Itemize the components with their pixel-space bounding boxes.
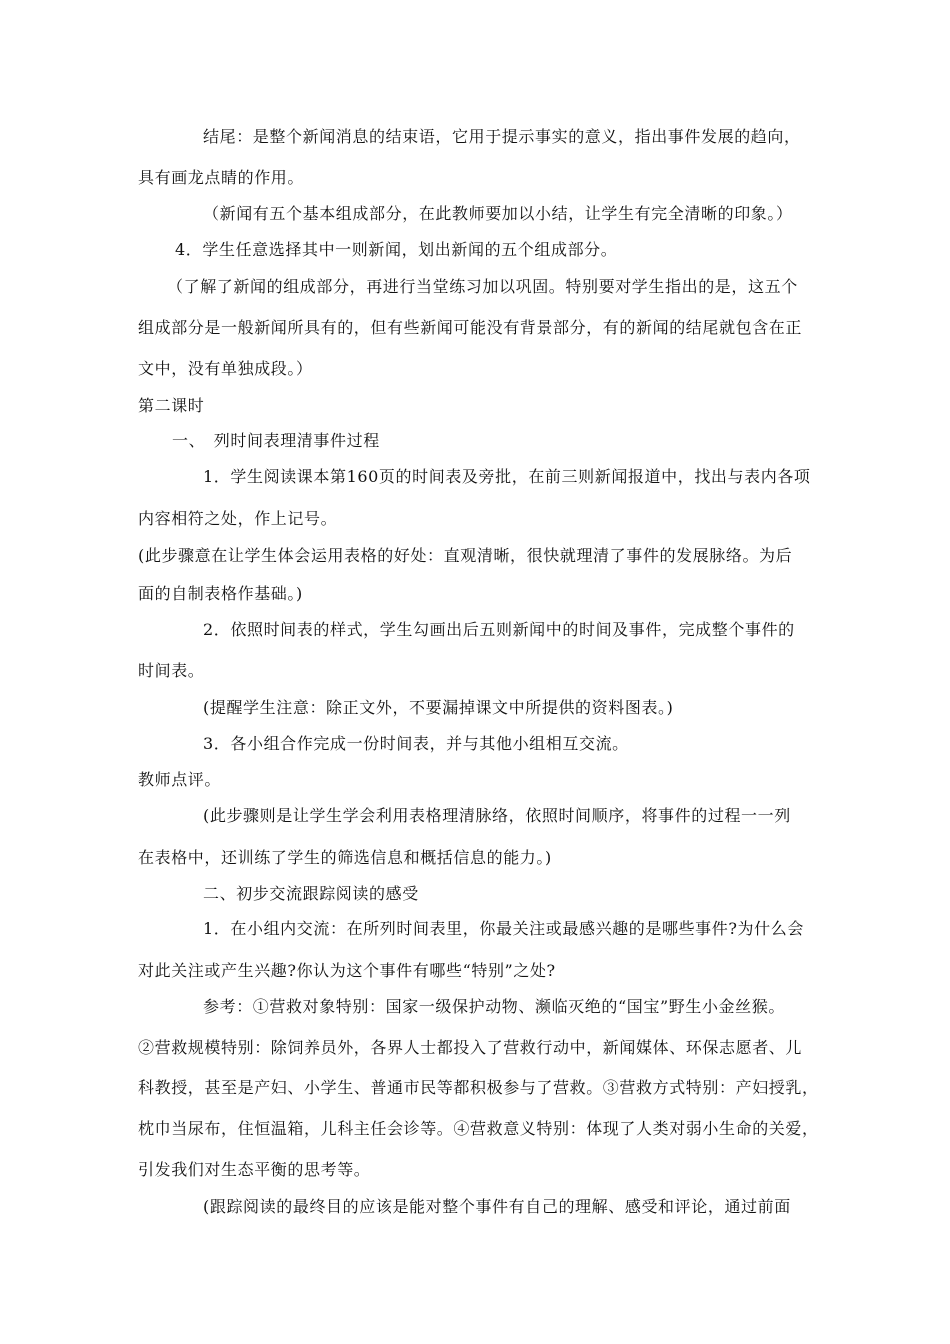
text-line: (提醒学生注意：除正文外，不要漏掉课文中所提供的资料图表。): [203, 698, 674, 717]
text-line: 1．学生阅读课本第160页的时间表及旁批，在前三则新闻报道中，找出与表内各项: [203, 467, 811, 486]
text-line: (跟踪阅读的最终目的应该是能对整个事件有自己的理解、感受和评论，通过前面: [203, 1197, 791, 1216]
text-line: 1．在小组内交流：在所列时间表里，你最关注或最感兴趣的是哪些事件?为什么会: [203, 919, 804, 938]
section-heading: 二、初步交流跟踪阅读的感受: [203, 884, 419, 903]
text-line: 对此关注或产生兴趣?你认为这个事件有哪些“特别”之处?: [138, 961, 556, 980]
text-line: 3．各小组合作完成一份时间表，并与其他小组相互交流。: [203, 734, 629, 753]
text-line: （新闻有五个基本组成部分，在此教师要加以小结，让学生有完全清晰的印象。）: [203, 204, 793, 223]
text-line: 引发我们对生态平衡的思考等。: [138, 1160, 371, 1179]
text-line: (此步骤意在让学生体会运用表格的好处：直观清晰，很快就理清了事件的发展脉络。为后: [138, 546, 793, 565]
text-line: 时间表。: [138, 661, 205, 680]
text-line: 内容相符之处，作上记号。: [138, 509, 338, 528]
text-line: 参考：①营救对象特别：国家一级保护动物、濒临灭绝的“国宝”野生小金丝猴。: [203, 997, 785, 1016]
text-line: 教师点评。: [138, 770, 222, 789]
text-line: 在表格中，还训练了学生的筛选信息和概括信息的能力。): [138, 848, 552, 867]
section-heading: 第二课时: [138, 396, 205, 415]
text-line: ②营救规模特别：除饲养员外，各界人士都投入了营救行动中，新闻媒体、环保志愿者、儿: [138, 1038, 803, 1057]
text-line: 2．依照时间表的样式，学生勾画出后五则新闻中的时间及事件，完成整个事件的: [203, 620, 795, 639]
text-line: （了解了新闻的组成部分，再进行当堂练习加以巩固。特别要对学生指出的是，这五个: [167, 277, 798, 296]
text-line: 文中，没有单独成段。）: [138, 359, 313, 378]
text-line: 组成部分是一般新闻所具有的，但有些新闻可能没有背景部分，有的新闻的结尾就包含在正: [138, 318, 803, 337]
text-line: 结尾：是整个新闻消息的结束语，它用于提示事实的意义，指出事件发展的趋向，: [203, 127, 801, 146]
text-line: 4．学生任意选择其中一则新闻，划出新闻的五个组成部分。: [175, 240, 618, 259]
text-line: (此步骤则是让学生学会利用表格理清脉络，依照时间顺序，将事件的过程一一列: [203, 806, 791, 825]
text-line: 枕巾当尿布，住恒温箱，儿科主任会诊等。④营救意义特别：体现了人类对弱小生命的关爱，: [138, 1119, 819, 1138]
section-heading: 一、 列时间表理清事件过程: [172, 431, 380, 450]
text-line: 面的自制表格作基础。): [138, 584, 303, 603]
text-line: 具有画龙点睛的作用。: [138, 168, 305, 187]
text-line: 科教授，甚至是产妇、小学生、普通市民等都积极参与了营救。③营救方式特别：产妇授乳，: [138, 1078, 819, 1097]
